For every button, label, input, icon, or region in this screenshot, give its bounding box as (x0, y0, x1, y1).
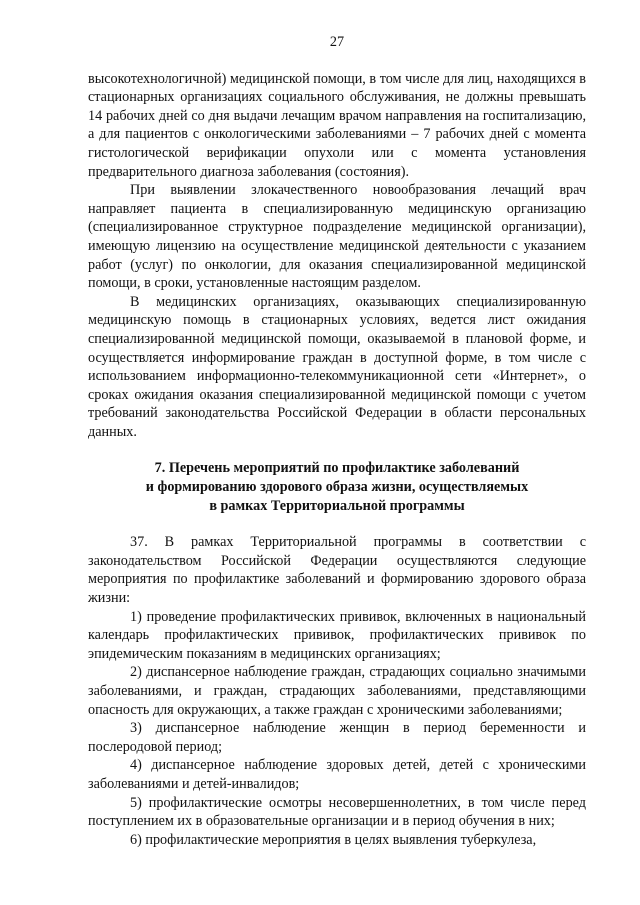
page-number: 27 (329, 34, 345, 50)
section-heading-line-3: в рамках Территориальной программы (209, 497, 465, 514)
paragraph-waiting-list: В медицинских организациях, оказывающих специализированную медицинскую помощь в стационарных условиях, ведется лист ожидания специализированной медицинской помощи, оказываемой в плановой форме, и осуществляется информирование граждан в доступной форме, в том числе с использованием информационно-телекоммуникационной сети «Интернет», о сроках ожидания оказания специализированной медицинской помощи с учетом требований законодательства Российской Федерации в области персональных данных. (88, 293, 586, 440)
paragraph-37: 37. В рамках Территориальной программы в соответствии с законодательством Российской Федерации осуществляются следующие мероприятия по профилактике заболеваний и формированию здорового образа жизни: (88, 534, 586, 607)
list-item-6: 6) профилактические мероприятия в целях выявления туберкулеза, (130, 831, 537, 848)
section-heading-line-1: 7. Перечень мероприятий по профилактике заболеваний (154, 460, 520, 477)
section-heading (88, 459, 586, 515)
section-heading-line-2: и формированию здорового образа жизни, осуществляемых (145, 479, 529, 496)
paragraph-malignant-referral: При выявлении злокачественного новообразования лечащий врач направляет пациента в специализированную медицинскую организацию (специализированное структурное подразделение медицинской организации), имеющую лицензию на осуществление медицинской деятельности с указанием работ (услуг) по онкологии, для оказания специализированной медицинской помощи, в сроки, установленные настоящим разделом. (88, 182, 586, 292)
list-item-3: 3) диспансерное наблюдение женщин в период беременности и послеродовой период; (88, 720, 586, 755)
list-item-2: 2) диспансерное наблюдение граждан, страдающих социально значимыми заболеваниями, и граждан, страдающих заболеваниями, представляющими опасность для окружающих, а также граждан с хроническими заболеваниями; (88, 664, 586, 718)
list-item-4: 4) диспансерное наблюдение здоровых детей, детей с хроническими заболеваниями и детей-инвалидов; (88, 757, 586, 792)
list-item-1: 1) проведение профилактических прививок, включенных в национальный календарь профилактических прививок, профилактических прививок по эпидемическим показаниям в медицинских организациях; (88, 608, 586, 662)
paragraph-continuation: высокотехнологичной) медицинской помощи, в том числе для лиц, находящихся в стационарных организациях социального обслуживания, не должны превышать 14 рабочих дней со дня выдачи лечащим врачом направления на госпитализацию, а для пациентов с онкологическими заболеваниями – 7 рабочих дней с момента гистологической верификации опухоли или с момента установления предварительного диагноза заболевания (состояния). (88, 70, 586, 180)
list-item-5: 5) профилактические осмотры несовершеннолетних, в том числе перед поступлением их в образовательные организации и в период обучения в них; (88, 794, 586, 830)
